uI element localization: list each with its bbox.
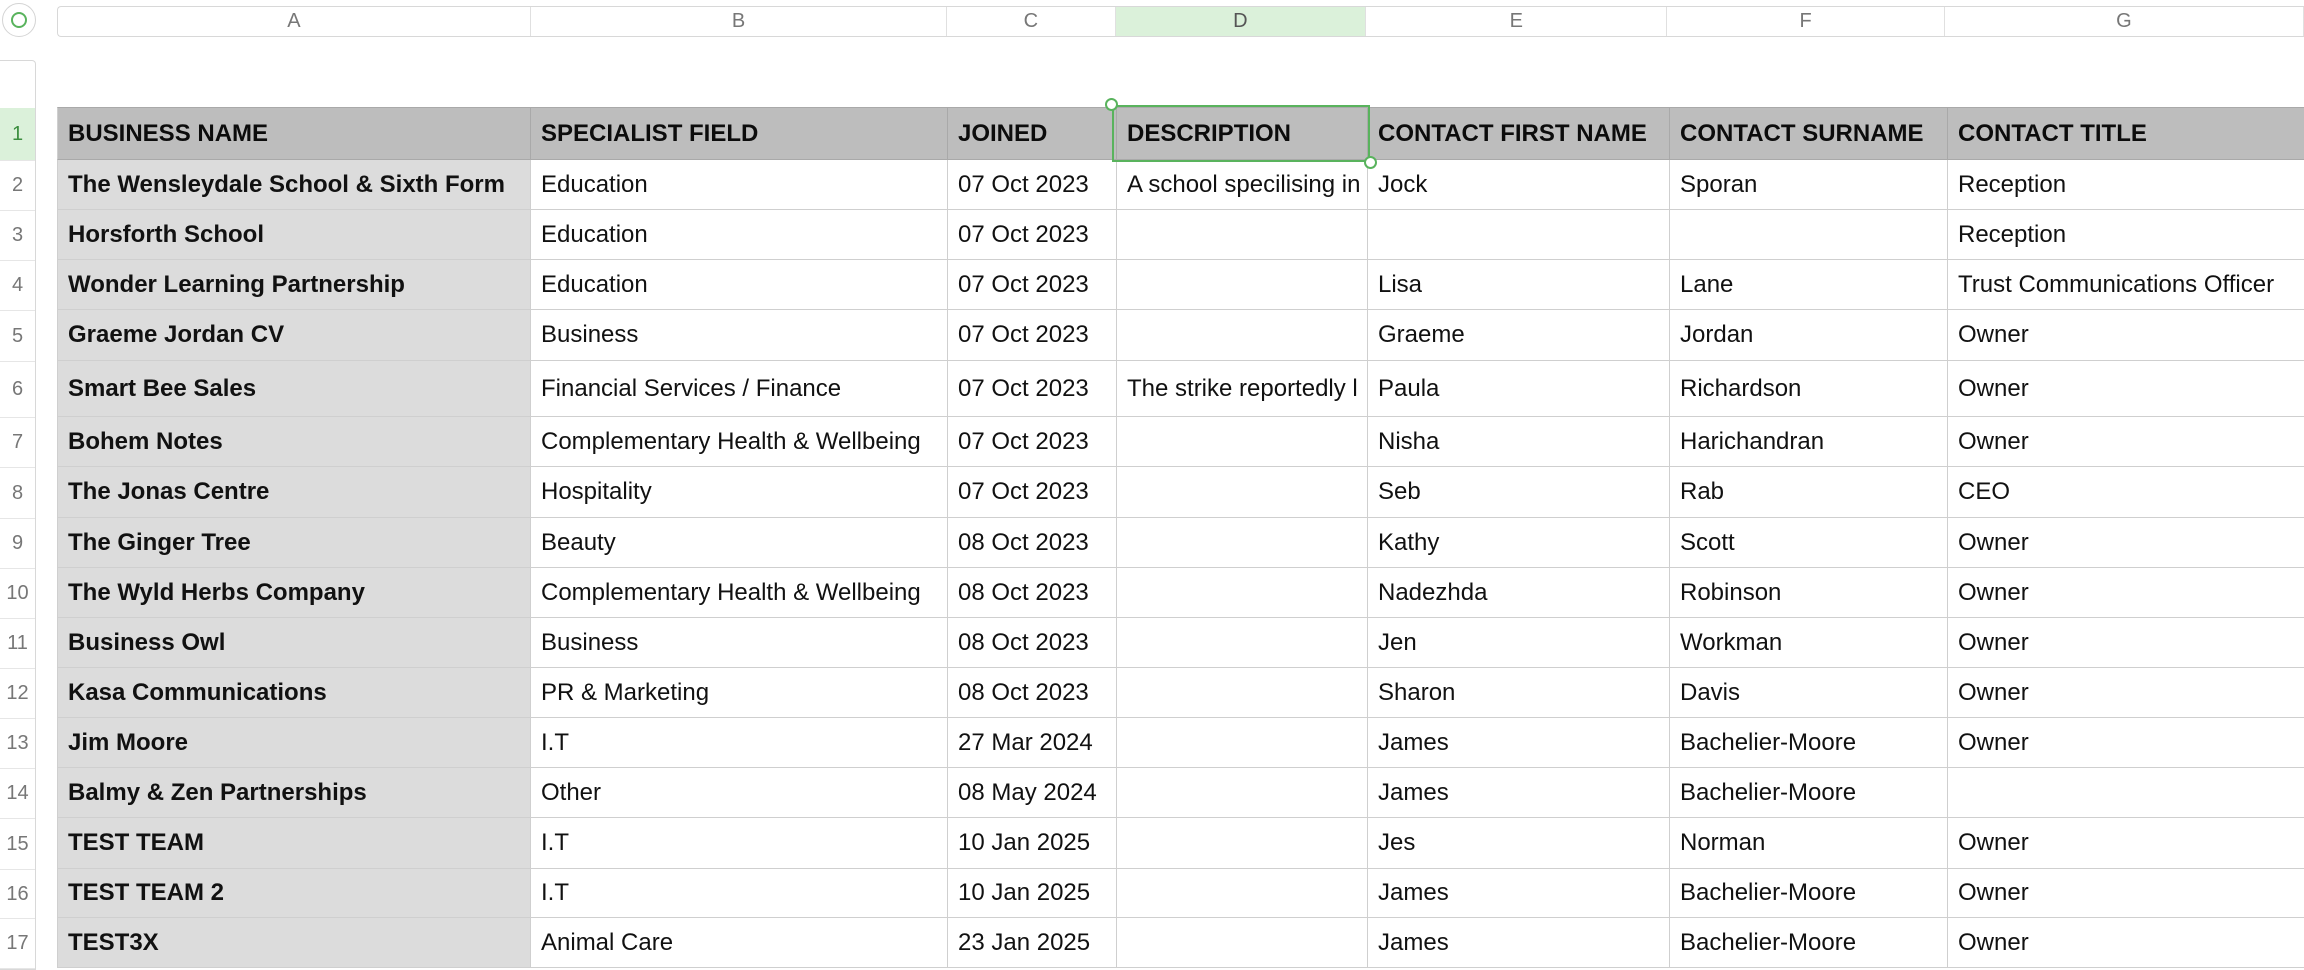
- table-cell-specialist-field[interactable]: I.T: [531, 718, 948, 768]
- table-cell-business-name[interactable]: TEST3X: [57, 918, 531, 968]
- table-cell-joined[interactable]: 08 Oct 2023: [948, 518, 1117, 568]
- table-cell-joined[interactable]: 07 Oct 2023: [948, 310, 1117, 361]
- header-cell-contact-title[interactable]: CONTACT TITLE: [1948, 107, 2304, 160]
- table-cell-contact-title[interactable]: Owner: [1948, 417, 2304, 467]
- row-header-10[interactable]: 10: [0, 569, 35, 619]
- table-cell-joined[interactable]: 07 Oct 2023: [948, 260, 1117, 310]
- table-cell-description[interactable]: [1117, 869, 1368, 918]
- table-cell-business-name[interactable]: Wonder Learning Partnership: [57, 260, 531, 310]
- row-header-15[interactable]: 15: [0, 819, 35, 870]
- table-cell-contact-first-name[interactable]: James: [1368, 918, 1670, 968]
- table-cell-contact-first-name[interactable]: Jes: [1368, 818, 1670, 869]
- table-cell-description[interactable]: [1117, 467, 1368, 518]
- table-cell-joined[interactable]: 23 Jan 2025: [948, 918, 1117, 968]
- table-cell-contact-surname[interactable]: Davis: [1670, 668, 1948, 718]
- table-cell-description[interactable]: The strike reportedly l: [1117, 361, 1368, 417]
- table-cell-contact-title[interactable]: Reception: [1948, 210, 2304, 260]
- table-cell-specialist-field[interactable]: Animal Care: [531, 918, 948, 968]
- row-header-4[interactable]: 4: [0, 261, 35, 311]
- table-cell-description[interactable]: [1117, 210, 1368, 260]
- header-cell-business-name[interactable]: BUSINESS NAME: [57, 107, 531, 160]
- header-cell-contact-surname[interactable]: CONTACT SURNAME: [1670, 107, 1948, 160]
- table-cell-contact-title[interactable]: Owner: [1948, 568, 2304, 618]
- table-cell-contact-first-name[interactable]: Kathy: [1368, 518, 1670, 568]
- table-cell-contact-surname[interactable]: Scott: [1670, 518, 1948, 568]
- table-cell-description[interactable]: [1117, 718, 1368, 768]
- table-cell-contact-first-name[interactable]: Seb: [1368, 467, 1670, 518]
- column-header-b[interactable]: B: [531, 7, 947, 36]
- column-header-f[interactable]: F: [1667, 7, 1944, 36]
- table-cell-contact-surname[interactable]: Workman: [1670, 618, 1948, 668]
- table-cell-contact-first-name[interactable]: Paula: [1368, 361, 1670, 417]
- table-cell-contact-first-name[interactable]: James: [1368, 768, 1670, 818]
- table-cell-contact-first-name[interactable]: Lisa: [1368, 260, 1670, 310]
- table-cell-business-name[interactable]: The Wensleydale School & Sixth Form: [57, 160, 531, 210]
- table-cell-business-name[interactable]: Smart Bee Sales: [57, 361, 531, 417]
- table-cell-business-name[interactable]: TEST TEAM: [57, 818, 531, 869]
- table-cell-contact-title[interactable]: Owner: [1948, 518, 2304, 568]
- table-cell-specialist-field[interactable]: Beauty: [531, 518, 948, 568]
- circle-icon: [11, 12, 27, 28]
- table-cell-contact-title[interactable]: CEO: [1948, 467, 2304, 518]
- table-cell-contact-first-name[interactable]: Nadezhda: [1368, 568, 1670, 618]
- table-cell-joined[interactable]: 27 Mar 2024: [948, 718, 1117, 768]
- row-header-7[interactable]: 7: [0, 418, 35, 468]
- table-cell-contact-first-name[interactable]: Jock: [1368, 160, 1670, 210]
- table-cell-specialist-field[interactable]: Hospitality: [531, 467, 948, 518]
- table-cell-contact-surname[interactable]: Lane: [1670, 260, 1948, 310]
- table-cell-business-name[interactable]: Business Owl: [57, 618, 531, 668]
- table-cell-joined[interactable]: 08 Oct 2023: [948, 568, 1117, 618]
- table-cell-contact-title[interactable]: Owner: [1948, 361, 2304, 417]
- table-cell-contact-first-name[interactable]: Jen: [1368, 618, 1670, 668]
- table-cell-business-name[interactable]: Horsforth School: [57, 210, 531, 260]
- table-cell-description[interactable]: [1117, 417, 1368, 467]
- select-all-button[interactable]: [2, 3, 36, 37]
- table-cell-contact-title[interactable]: Owner: [1948, 618, 2304, 668]
- row-header-14[interactable]: 14: [0, 769, 35, 819]
- table-cell-joined[interactable]: 07 Oct 2023: [948, 417, 1117, 467]
- table-cell-specialist-field[interactable]: Business: [531, 618, 948, 668]
- table-cell-specialist-field[interactable]: Financial Services / Finance: [531, 361, 948, 417]
- column-header-g[interactable]: G: [1945, 7, 2304, 36]
- column-header-e[interactable]: E: [1366, 7, 1667, 36]
- table-cell-business-name[interactable]: The Wyld Herbs Company: [57, 568, 531, 618]
- table-cell-description[interactable]: [1117, 818, 1368, 869]
- table-cell-contact-first-name[interactable]: Graeme: [1368, 310, 1670, 361]
- row-header-6[interactable]: 6: [0, 362, 35, 418]
- table-cell-description[interactable]: [1117, 260, 1368, 310]
- row-header-11[interactable]: 11: [0, 619, 35, 669]
- table-cell-joined[interactable]: 08 May 2024: [948, 768, 1117, 818]
- table-cell-business-name[interactable]: The Ginger Tree: [57, 518, 531, 568]
- column-header-bar: [57, 6, 2304, 37]
- column-header-a[interactable]: A: [58, 7, 531, 36]
- table-cell-specialist-field[interactable]: Complementary Health & Wellbeing: [531, 568, 948, 618]
- table-cell-contact-surname[interactable]: [1670, 210, 1948, 260]
- row-header-2[interactable]: 2: [0, 161, 35, 211]
- selection-handle-top-left[interactable]: [1105, 98, 1118, 111]
- table-cell-contact-surname[interactable]: Norman: [1670, 818, 1948, 869]
- table-cell-contact-title[interactable]: Owner: [1948, 918, 2304, 968]
- table-cell-description[interactable]: [1117, 768, 1368, 818]
- table-cell-contact-surname[interactable]: Richardson: [1670, 361, 1948, 417]
- table-cell-contact-first-name[interactable]: James: [1368, 869, 1670, 918]
- table-cell-business-name[interactable]: TEST TEAM 2: [57, 869, 531, 918]
- row-header-13[interactable]: 13: [0, 719, 35, 769]
- table-cell-contact-first-name[interactable]: James: [1368, 718, 1670, 768]
- table-cell-contact-surname[interactable]: Harichandran: [1670, 417, 1948, 467]
- row-header-17[interactable]: 17: [0, 919, 35, 969]
- table-cell-contact-title[interactable]: Owner: [1948, 310, 2304, 361]
- table-cell-contact-surname[interactable]: Bachelier-Moore: [1670, 768, 1948, 818]
- table-cell-contact-first-name[interactable]: Sharon: [1368, 668, 1670, 718]
- table-cell-description[interactable]: [1117, 310, 1368, 361]
- table-cell-contact-surname[interactable]: Sporan: [1670, 160, 1948, 210]
- row-header-5[interactable]: 5: [0, 311, 35, 362]
- table-cell-contact-surname[interactable]: Rab: [1670, 467, 1948, 518]
- column-header-d[interactable]: D: [1116, 7, 1366, 36]
- table-cell-specialist-field[interactable]: Education: [531, 260, 948, 310]
- table-cell-contact-surname[interactable]: Bachelier-Moore: [1670, 869, 1948, 918]
- table-cell-contact-title[interactable]: Trust Communications Officer: [1948, 260, 2304, 310]
- table-cell-joined[interactable]: 08 Oct 2023: [948, 618, 1117, 668]
- row-header-1[interactable]: 1: [0, 108, 35, 161]
- table-cell-description[interactable]: [1117, 518, 1368, 568]
- header-cell-specialist-field[interactable]: SPECIALIST FIELD: [531, 107, 948, 160]
- header-cell-joined[interactable]: JOINED: [948, 107, 1117, 160]
- table-cell-description[interactable]: [1117, 618, 1368, 668]
- table-cell-business-name[interactable]: The Jonas Centre: [57, 467, 531, 518]
- table-cell-specialist-field[interactable]: I.T: [531, 869, 948, 918]
- table-cell-joined[interactable]: 07 Oct 2023: [948, 361, 1117, 417]
- table-cell-contact-first-name[interactable]: [1368, 210, 1670, 260]
- column-header-c[interactable]: C: [947, 7, 1116, 36]
- table-cell-contact-title[interactable]: Owner: [1948, 869, 2304, 918]
- table-cell-business-name[interactable]: Balmy & Zen Partnerships: [57, 768, 531, 818]
- table-cell-joined[interactable]: 07 Oct 2023: [948, 467, 1117, 518]
- table-cell-joined[interactable]: 07 Oct 2023: [948, 160, 1117, 210]
- table-cell-specialist-field[interactable]: Other: [531, 768, 948, 818]
- table-cell-business-name[interactable]: Jim Moore: [57, 718, 531, 768]
- table-cell-description[interactable]: [1117, 918, 1368, 968]
- row-header-12[interactable]: 12: [0, 669, 35, 719]
- table-cell-specialist-field[interactable]: PR & Marketing: [531, 668, 948, 718]
- table-cell-description[interactable]: [1117, 568, 1368, 618]
- table-cell-specialist-field[interactable]: Education: [531, 210, 948, 260]
- row-header-bar: [0, 60, 36, 970]
- table-cell-contact-first-name[interactable]: Nisha: [1368, 417, 1670, 467]
- table-cell-contact-surname[interactable]: Bachelier-Moore: [1670, 918, 1948, 968]
- table-cell-joined[interactable]: 10 Jan 2025: [948, 869, 1117, 918]
- row-header-9[interactable]: 9: [0, 519, 35, 569]
- table-cell-contact-surname[interactable]: Bachelier-Moore: [1670, 718, 1948, 768]
- table-cell-description[interactable]: [1117, 668, 1368, 718]
- table-cell-specialist-field[interactable]: I.T: [531, 818, 948, 869]
- table-cell-joined[interactable]: 10 Jan 2025: [948, 818, 1117, 869]
- table-cell-joined[interactable]: 07 Oct 2023: [948, 210, 1117, 260]
- table-cell-specialist-field[interactable]: Education: [531, 160, 948, 210]
- table-cell-contact-title[interactable]: Owner: [1948, 818, 2304, 869]
- table-cell-contact-title[interactable]: Reception: [1948, 160, 2304, 210]
- table-cell-contact-title[interactable]: Owner: [1948, 668, 2304, 718]
- table-cell-business-name[interactable]: Bohem Notes: [57, 417, 531, 467]
- row-header-3[interactable]: 3: [0, 211, 35, 261]
- table-cell-business-name[interactable]: Kasa Communications: [57, 668, 531, 718]
- table-cell-description[interactable]: A school specilising in: [1117, 160, 1368, 210]
- row-header-8[interactable]: 8: [0, 468, 35, 519]
- table-cell-contact-title[interactable]: [1948, 768, 2304, 818]
- header-cell-contact-first-name[interactable]: CONTACT FIRST NAME: [1368, 107, 1670, 160]
- table-cell-contact-title[interactable]: Owner: [1948, 718, 2304, 768]
- table-cell-specialist-field[interactable]: Business: [531, 310, 948, 361]
- header-cell-description[interactable]: DESCRIPTION: [1117, 107, 1368, 160]
- table-cell-specialist-field[interactable]: Complementary Health & Wellbeing: [531, 417, 948, 467]
- row-header-16[interactable]: 16: [0, 870, 35, 919]
- table-cell-joined[interactable]: 08 Oct 2023: [948, 668, 1117, 718]
- table-cell-business-name[interactable]: Graeme Jordan CV: [57, 310, 531, 361]
- table-cell-contact-surname[interactable]: Robinson: [1670, 568, 1948, 618]
- selection-handle-bottom-right[interactable]: [1364, 156, 1377, 169]
- table-cell-contact-surname[interactable]: Jordan: [1670, 310, 1948, 361]
